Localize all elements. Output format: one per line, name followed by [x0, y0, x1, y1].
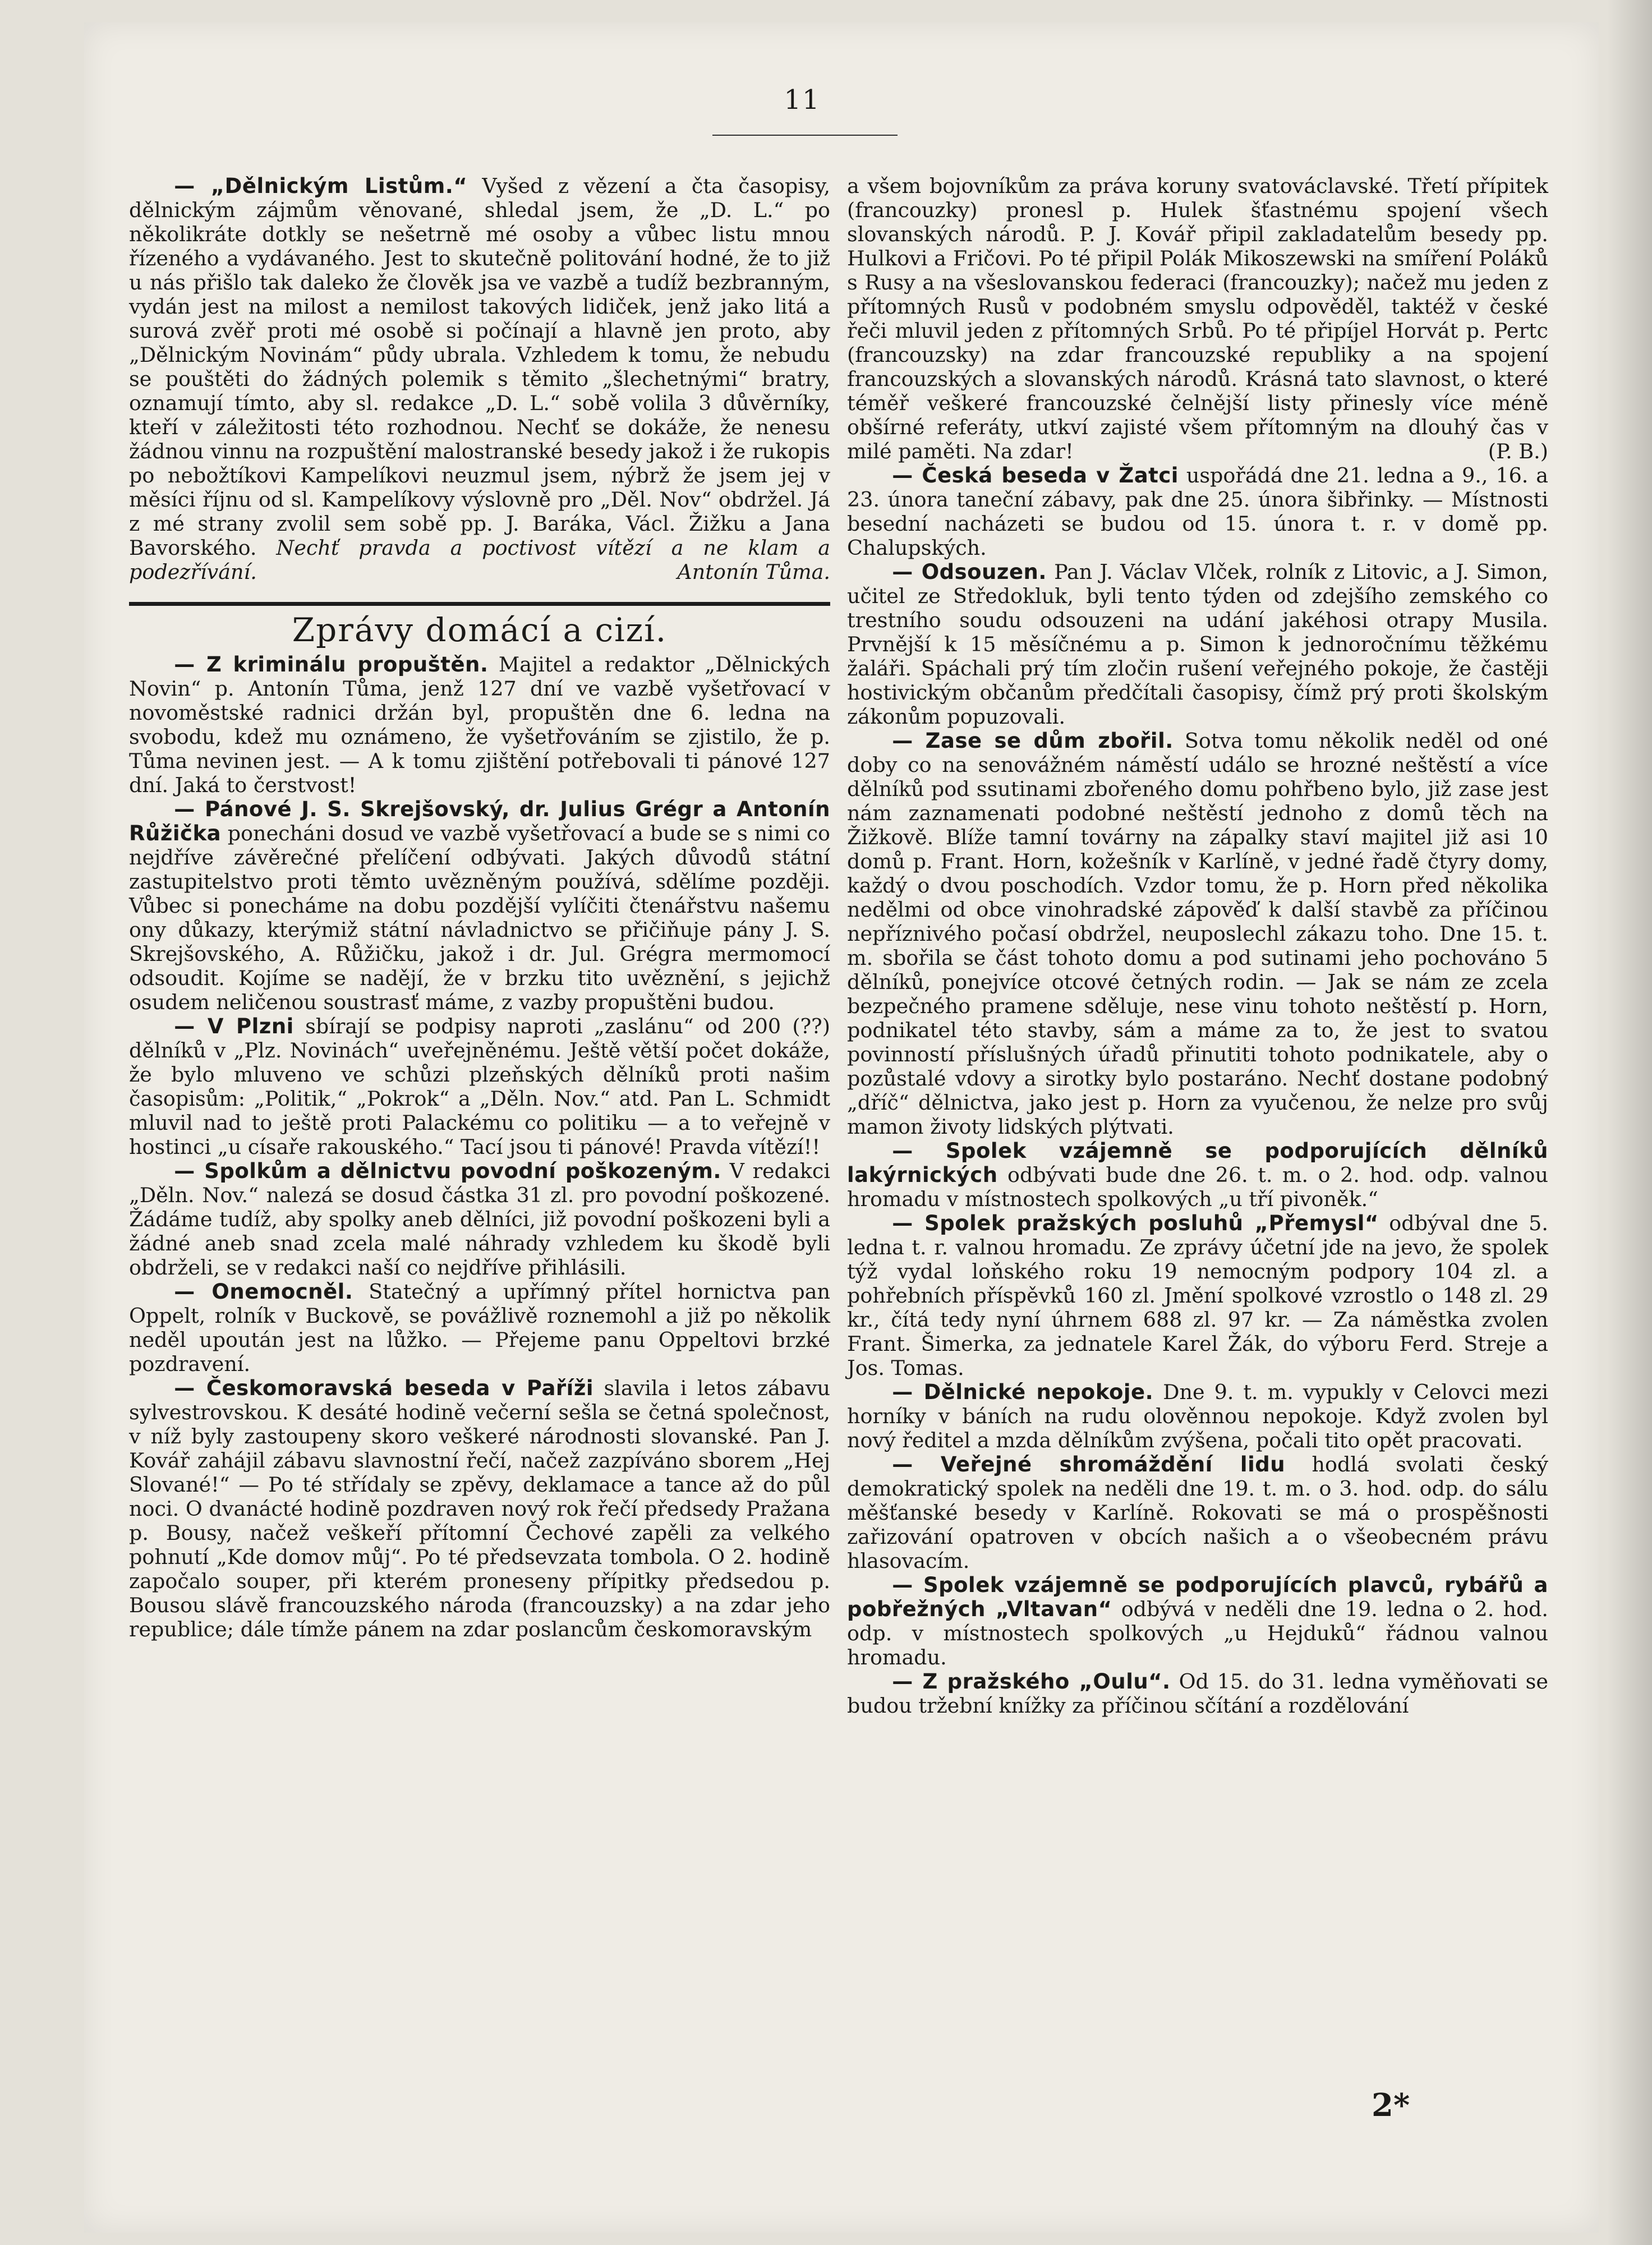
news-item-heading: — Onemocněl. — [174, 1280, 353, 1304]
news-item-heading: — Česká beseda v Žatci — [892, 463, 1179, 487]
news-item-text: Statečný a upřímný přítel hornictva pan Oppelt, rolník v Buckově, se povážlivě roznemohl a již po několik neděl upoután jest na lůžko. — Přejeme panu Oppeltovi brzké pozdravení. — [129, 1280, 830, 1376]
news-item-heading: — Dělnické nepokoje. — [892, 1380, 1154, 1404]
news-item — [847, 1139, 1548, 1211]
news-item-text: slavila i letos zábavu sylvestrovskou. K desáté hodině večerní sešla se četná společnost, v níž byly zastoupeny skoro veškeré národnosti slovanské. Pan J. Kovář zahájil zábavu slavnostní řečí, načež zazpíváno sborem „Hej Slované!“ — Po té střídaly se zpěvy, deklamace a tance až do půl noci. O dvanácté hodině pozdraven nový rok řečí předsedy Pražana p. Bousy, načež veškeří přítomní Čechové zapěli za velkého pohnutí „Kde domov můj“. Po té předsevzata tombola. O 2. hodině započalo souper, při kterém proneseny přípitky předsedou p. Bousou slávě francouzského národa (francouzsky) a na zdar jeho republice; dále tímže pánem na zdar poslancům českomoravským — [129, 1376, 830, 1641]
right-column — [847, 174, 1548, 1718]
news-item — [847, 729, 1548, 1139]
news-item-heading: — Odsouzen. — [892, 560, 1047, 584]
news-item — [129, 1159, 830, 1280]
news-item-text: Od 15. do 31. ledna vyměňovati se budou tržební knížky za příčinou sčítání a rozdělování — [847, 1669, 1548, 1718]
news-item-heading: — Zase se dům zbořil. — [892, 729, 1174, 753]
news-item — [847, 1669, 1548, 1718]
news-item-text: uspořádá dne 21. ledna a 9., 16. a 23. února taneční zábavy, pak dne 25. února šibřinky. — Místnosti besední nacházeti se budou od 15. února t. r. v domě pp. Chalupských. — [847, 463, 1548, 560]
news-item-heading: — Spolek vzájemně se podporujících plavců, rybářů a pobřežných „Vltavan“ — [847, 1573, 1548, 1621]
news-item-text: Sotva tomu několik neděl od oné doby co na senovážném náměstí událo se hrozné neštěstí a více dělníků pod ssutinami zbořeného domu pohřbeno bylo, již zase jest nám zaznamenati podobné neštěstí jednoho z domů těch na Žižkově. Blíže tamní továrny na zápalky staví majitel již asi 10 domů p. Frant. Horn, kožešník v Karlíně, v jedné řadě čtyry domy, každý o dvou poschodích. Vzdor tomu, že p. Horn před několika nedělmi od obce vinohradské zápověď k další stavbě za příčinou nepříznivého počasí obdržel, neuposlechl zákazu toho. Dne 15. t. m. sbořila se část tohoto domu a pod sutinami jeho pochováno 5 dělníků, ponejvíce otcové četných rodin. — Jak se nám ze zcela bezpečného pramene sděluje, nese vinu tohoto neštěstí p. Horn, podnikatel této stavby, sám a máme za to, že jest to svatou povinností příslušných úřadů přinutiti tohoto podnikatele, aby o pozůstalé vdovy a sirotky bylo postaráno. Nechť dostane podobný „dříč“ dělnictva, jako jest p. Horn za vyučenou, že nelze pro svůj mamon životy lidských plýtvati. — [847, 729, 1548, 1139]
folio-mark: 2* — [1372, 2087, 1410, 2124]
news-item-heading: — Z pražského „Oulu“. — [892, 1669, 1171, 1694]
news-item-heading: — Veřejné shromáždění lidu — [892, 1452, 1286, 1476]
news-item-text: V redakci „Děln. Nov.“ nalezá se dosud částka 31 zl. pro povodní poškozené. Žádáme tudíž, aby spolky aneb dělníci, již povodní poškozeni byli a žádné aneb snad zcela malé náhrady vzhledem ku škodě byli obdrželi, se v redakci naší co nejdříve přihlásili. — [129, 1159, 830, 1280]
news-item — [129, 1280, 830, 1376]
news-item-text: Pan J. Václav Vlček, rolník z Litovic, a J. Simon, učitel ze Středokluk, byli tento týden od zdejšího zemského co trestního soudu odsouzeni na udání jakéhosi otrapy Musila. Prvnější k 15 měsíčnému a p. Simon k jednoročnímu těžkému žaláři. Spáchali prý tím zločin rušení veřejného pokoje, že častěji hostivickým občanům předčítali časopisy, čímž prý proti školským zákonům popuzovali. — [847, 560, 1549, 729]
left-column — [129, 174, 830, 1641]
news-item-heading: — Českomoravská beseda v Paříži — [174, 1376, 594, 1400]
news-item — [847, 1452, 1548, 1573]
news-item — [129, 1014, 830, 1159]
continuation-text: a všem bojovníkům za práva koruny svatováclavské. Třetí přípitek (francouzky) pronesl p. Hulek šťastnému spojení všech slovanských národů. P. J. Kovář připil zakladatelům besedy pp. Hulkovi a Fričovi. Po té připil Polák Mikoszewski na smíření Poláků s Rusy a na všeslovanskou federaci (francouzky); načež mu jeden z přítomných Rusů v podobném smyslu odpověděl, taktéž v české řeči mluvil jeden z přítomných Srbů. Po té připíjel Horvát p. Pertc (francouzsky) na zdar francouzské republiky a na spojení francouzských a slovanských národů. Krásná tato slavnost, o které téměř veškeré francouzské čelnější listy přinesly více méně obšírné referáty, utkví zajisté všem přítomným na dlouhý čas v milé paměti. Na zdar! — [847, 174, 1548, 463]
letter-paragraph — [129, 174, 830, 584]
continuation-paragraph — [847, 174, 1548, 463]
news-item-heading: — Z kriminálu propuštěn. — [174, 652, 489, 677]
page-number-rule — [712, 135, 898, 136]
news-item — [847, 560, 1548, 729]
news-item — [129, 797, 830, 1014]
page-number: 11 — [784, 84, 821, 116]
letter-motto: Nechť pravda a poctivost vítězí a ne klam a podezřívání. — [129, 536, 830, 584]
news-item-heading: — Spolek vzájemně se podporujících dělníků lakýrnických — [847, 1139, 1548, 1187]
page-edge-shadow — [1607, 0, 1652, 2245]
letter-signature: Antonín Tůma. — [677, 560, 830, 584]
news-item-heading: — Spolek pražských posluhů „Přemysl“ — [892, 1211, 1379, 1235]
news-item — [847, 1380, 1548, 1452]
letter-body: Vyšed z vězení a čta časopisy, dělnickým zájmům věnované, shledal jsem, že „D. L.“ po několikráte dotkly se nešetrně mé osoby a vůbec listu mnou řízeného a vydávaného. Jest to skutečně politování hodné, že to již u nás přišlo tak daleko že člověk jsa ve vazbě a tudíž bezbranným, vydán jest na milost a nemilost takových lidiček, jenž jako litá a surová zvěř proti mé osobě si počínají a hlavně jen proto, aby „Dělnickým Novinám“ půdy ubrala. Vzhledem k tomu, že nebudu se pouštěti do žádných polemik s těmito „šlechetnými“ bratry, oznamují tímto, aby sl. redakce „D. L.“ sobě volila 3 důvěrníky, kteří v záležitosti této rozhodnou. Nechť se dokáže, že nenesu žádnou vinnu na rozpuštění malostranské besedy jakož i že rukopis po nebožtíkovi Kampelíkovi neuzmul jsem, nýbrž že jsem jej v měsíci říjnu od sl. Kampelíkovy výslovně pro „Děl. Nov“ obdržel. Já z mé strany zvolil sem sobě pp. J. Baráka, Václ. Žižku a Jana Bavorského. — [129, 174, 831, 560]
news-item — [129, 1376, 830, 1641]
section-title: Zprávy domácí a cizí. — [292, 611, 668, 649]
continuation-signature: (P. B.) — [1488, 439, 1548, 463]
news-item-heading: — Pánové J. S. Skrejšovský, dr. Julius Grégr a Antonín Růžička — [129, 797, 830, 845]
news-item-heading: — Spolkům a dělnictvu povodní poškozeným. — [174, 1159, 721, 1183]
news-item-text: odbýval dne 5. ledna t. r. valnou hromadu. Ze zprávy účetní jde na jevo, že spolek týž vydal loňského roku 19 nemocným podpory 104 zl. a pohřebních příspěvků 160 zl. Jmění spolkové vzrostlo o 148 zl. 29 kr., čítá tedy nyní úhrnem 688 zl. 97 kr. — Za náměstka zvolen Frant. Šimerka, za jednatele Karel Žák, do výboru Ferd. Streje a Jos. Tomas. — [847, 1211, 1548, 1380]
news-item-text: hodlá svolati český demokratický spolek na neděli dne 19. t. m. o 3. hod. odp. do sálu měšťanské besedy v Karlíně. Rokovati se má o prospěšnosti zařizování opatroven v obcích našich a o všeobecném právu hlasovacím. — [847, 1452, 1548, 1573]
news-item-text: ponecháni dosud ve vazbě vyšetřovací a bude se s nimi co nejdříve závěrečné přelíčení odbývati. Jakých důvodů státní zastupitelstvo proti těmto uvězněným používá, sdělíme později. Vůbec si ponecháme na dobu pozdější vylíčiti čtenářstvu našemu ony důkazy, kterýmiž státní návladnictvo se přičiňuje pány J. S. Skrejšovského, A. Růžičku, jakož i dr. Jul. Grégra mermomocí odsoudit. Kojíme se nadějí, že v brzku tito uvěznění, s jejichž osudem neličenou soustrasť máme, z vazby propuštěni budou. — [129, 821, 830, 1014]
news-item-text: sbírají se podpisy naproti „zaslánu“ od 200 (??) dělníků v „Plz. Novinách“ uveřejněnému. Ještě větší počet dokáže, že bylo mluveno ve schůzi plzeňských dělníků proti našim časopisům: „Politik,“ „Pokrok“ a „Děln. Nov.“ atd. Pan L. Schmidt mluvil nad to ještě proti Palackému co politiku — a to veřejně v hostinci „u císaře rakouského.“ Tací jsou ti pánové! Pravda vítězí!! — [129, 1014, 830, 1159]
news-item — [847, 1573, 1548, 1669]
news-item-text: Dne 9. t. m. vypukly v Celovci mezi horníky v báních na rudu olověnnou nepokoje. Když zvolen byl nový ředitel a mzda dělníkům zvýšena, počali tito opět pracovati. — [847, 1380, 1548, 1452]
news-item-heading: — V Plzni — [174, 1014, 294, 1038]
news-item-text: odbývati bude dne 26. t. m. o 2. hod. odp. valnou hromadu v místnostech spolkových „u tří pivoněk.“ — [847, 1163, 1548, 1211]
news-item — [129, 652, 830, 797]
section-divider — [129, 602, 830, 606]
news-item-text: odbývá v neděli dne 19. ledna o 2. hod. odp. v místnostech spolkových „u Hejduků“ řádnou valnou hromadu. — [847, 1597, 1548, 1669]
news-item — [847, 1211, 1548, 1380]
letter-heading: — „Dělnickým Listům.“ — [174, 174, 468, 198]
news-item — [847, 463, 1548, 560]
news-item-text: Majitel a redaktor „Dělnických Novin“ p. Antonín Tůma, jenž 127 dní ve vazbě vyšetřovací v novoměstské radnici držán byl, propuštěn dne 6. ledna na svobodu, kdež mu oznámeno, že vyšetřováním se zjistilo, že p. Tůma nevinen jest. — A k tomu zjištění potřebovali ti pánové 127 dní. Jaká to čerstvost! — [129, 652, 830, 797]
